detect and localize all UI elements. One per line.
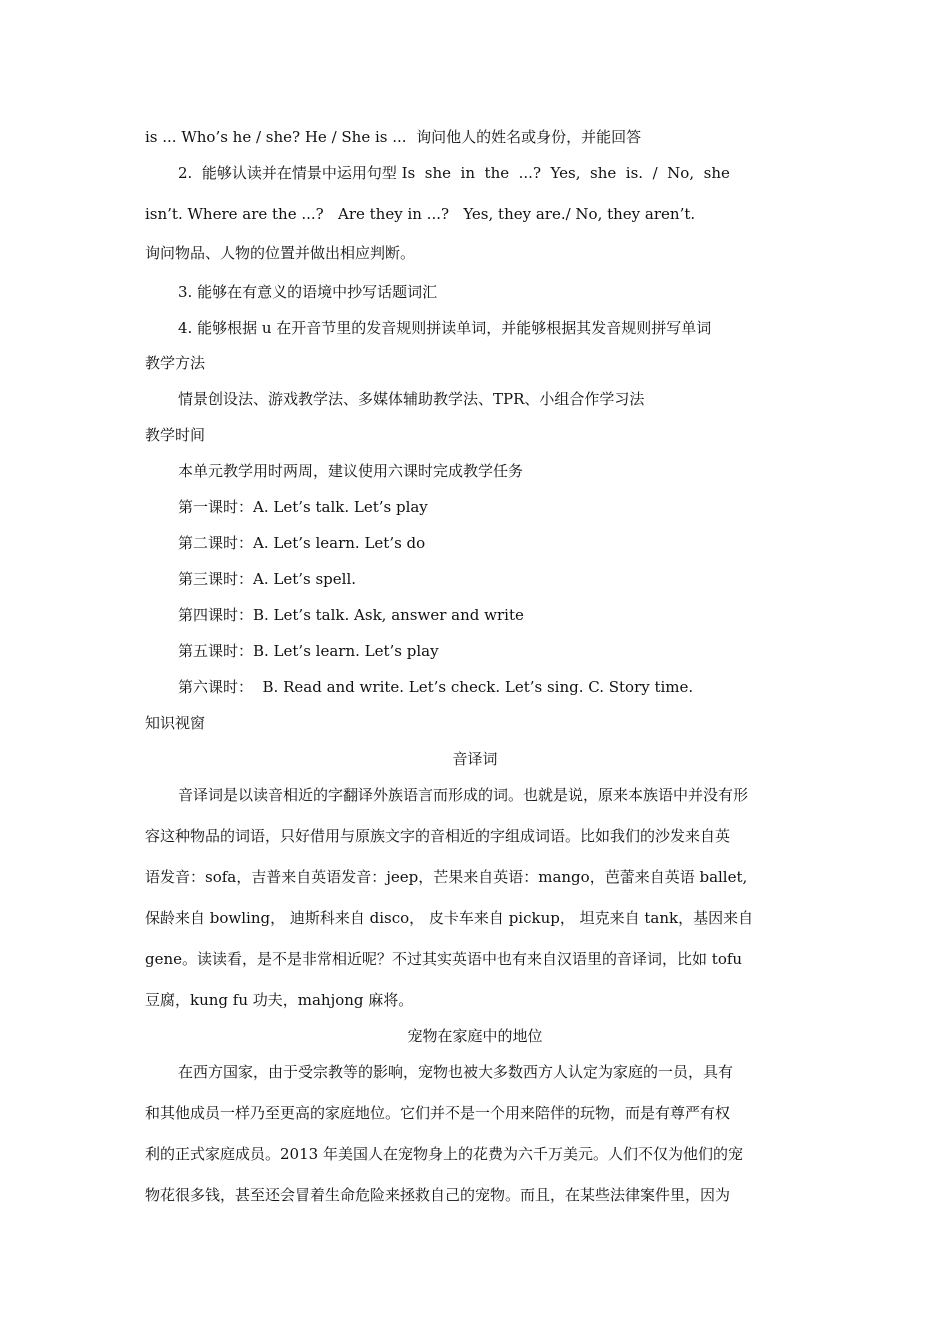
transliteration-line-3: 语发音：sofa，吉普来自英语发音：jeep，芒果来自英语：mango，芭蕾来自英语 ballet, [145,868,748,886]
lesson-2: 第二课时：A. Let’s learn. Let’s do [178,534,426,552]
lesson-6: 第六课时： B. Read and write. Let’s check. Let’s sing. C. Story time. [178,678,694,696]
section-title-pets: 宠物在家庭中的地位 [407,1027,543,1045]
transliteration-line-2: 容这种物品的词语，只好借用与原族文字的音相近的字组成词语。比如我们的沙发来自英 [145,827,731,845]
schedule-intro: 本单元教学用时两周，建议使用六课时完成教学任务 [178,462,524,480]
knowledge-heading: 知识视窗 [145,714,206,732]
methods-heading: 教学方法 [145,354,206,372]
pets-line-1: 在西方国家，由于受宗教等的影响，宠物也被大多数西方人认定为家庭的一员，具有 [178,1063,734,1081]
objective-item-4: 4. 能够根据 u 在开音节里的发音规则拼读单词，并能够根据其发音规则拼写单词 [178,319,712,337]
schedule-heading: 教学时间 [145,426,206,444]
lesson-4: 第四课时：B. Let’s talk. Ask, answer and write [178,606,524,624]
objective-line-1: is ... Who’s he / she? He / She is ... 询问他人的姓名或身份，并能回答 [145,128,642,146]
objective-item-2-line-2: isn’t. Where are the ...? Are they in ...? Yes, they are./ No, they aren’t. [145,205,696,223]
methods-text: 情景创设法、游戏教学法、多媒体辅助教学法、TPR、小组合作学习法 [178,390,645,408]
lesson-5: 第五课时：B. Let’s learn. Let’s play [178,642,439,660]
transliteration-line-4: 保龄来自 bowling， 迪斯科来自 disco， 皮卡车来自 pickup， 坦克来自 tank，基因来自 [145,909,754,927]
lesson-3: 第三课时：A. Let’s spell. [178,570,357,588]
pets-line-3: 利的正式家庭成员。2013 年美国人在宠物身上的花费为六千万美元。人们不仅为他们的宠 [145,1145,743,1163]
pets-line-2: 和其他成员一样乃至更高的家庭地位。它们并不是一个用来陪伴的玩物，而是有尊严有权 [145,1104,731,1122]
objective-item-2-line-1: 2. 能够认读并在情景中运用句型 Is she in the ...? Yes, she is. / No, she [178,164,730,182]
pets-line-4: 物花很多钱，甚至还会冒着生命危险来拯救自己的宠物。而且，在某些法律案件里，因为 [145,1186,731,1204]
section-title-transliteration: 音译词 [452,750,498,768]
transliteration-line-6: 豆腐，kung fu 功夫，mahjong 麻将。 [145,991,414,1009]
objective-item-3: 3. 能够在有意义的语境中抄写话题词汇 [178,283,438,301]
transliteration-line-1: 音译词是以读音相近的字翻译外族语言而形成的词。也就是说，原来本族语中并没有形 [178,786,749,804]
transliteration-line-5: gene。读读看，是不是非常相近呢？不过其实英语中也有来自汉语里的音译词，比如 tofu [145,950,743,968]
lesson-1: 第一课时：A. Let’s talk. Let’s play [178,498,428,516]
objective-item-2-line-3: 询问物品、人物的位置并做出相应判断。 [145,244,416,262]
